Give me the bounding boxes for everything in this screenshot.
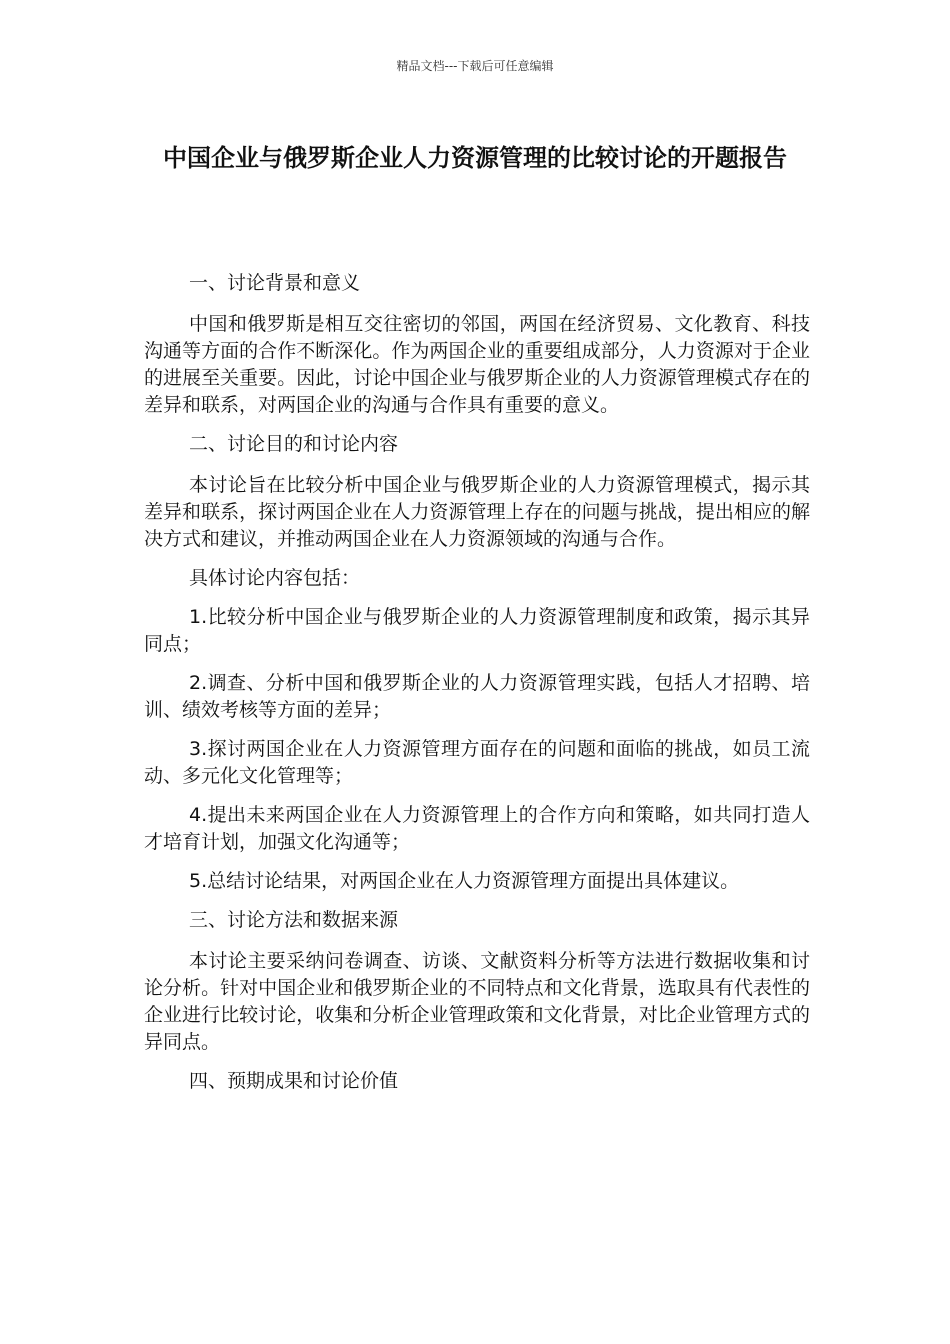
list-item-1: 1.比较分析中国企业与俄罗斯企业的人力资源管理制度和政策，揭示其异同点； <box>144 606 810 655</box>
paragraph-content-intro: 具体讨论内容包括： <box>189 567 361 589</box>
header-note: 精品文档---下载后可任意编辑 <box>396 59 554 73</box>
document-body <box>144 270 810 1109</box>
section-heading-purpose: 二、讨论目的和讨论内容 <box>189 433 399 455</box>
document-title: 中国企业与俄罗斯企业人力资源管理的比较讨论的开题报告 <box>163 144 787 172</box>
paragraph-background: 中国和俄罗斯是相互交往密切的邻国，两国在经济贸易、文化教育、科技沟通等方面的合作不断深化。作为两国企业的重要组成部分，人力资源对于企业的进展至关重要。因此，讨论中国企业与俄罗斯企业的人力资源管理模式存在的差异和联系，对两国企业的沟通与合作具有重要的意义。 <box>144 313 810 416</box>
section-heading-outcomes: 四、预期成果和讨论价值 <box>189 1070 399 1092</box>
paragraph-methods: 本讨论主要采纳问卷调查、访谈、文献资料分析等方法进行数据收集和讨论分析。针对中国企业和俄罗斯企业的不同特点和文化背景，选取具有代表性的企业进行比较讨论，收集和分析企业管理政策和文化背景，对比企业管理方式的异同点。 <box>144 950 810 1053</box>
section-heading-methods: 三、讨论方法和数据来源 <box>189 909 399 931</box>
section-heading-background: 一、讨论背景和意义 <box>189 272 361 294</box>
list-item-3: 3.探讨两国企业在人力资源管理方面存在的问题和面临的挑战，如员工流动、多元化文化管理等； <box>144 738 810 787</box>
list-item-5: 5.总结讨论结果，对两国企业在人力资源管理方面提出具体建议。 <box>189 870 740 892</box>
list-item-2: 2.调查、分析中国和俄罗斯企业的人力资源管理实践，包括人才招聘、培训、绩效考核等方面的差异； <box>144 672 810 721</box>
paragraph-purpose: 本讨论旨在比较分析中国企业与俄罗斯企业的人力资源管理模式，揭示其差异和联系，探讨两国企业在人力资源管理上存在的问题与挑战，提出相应的解决方式和建议，并推动两国企业在人力资源领域的沟通与合作。 <box>144 474 810 550</box>
list-item-4: 4.提出未来两国企业在人力资源管理上的合作方向和策略，如共同打造人才培育计划，加强文化沟通等； <box>144 804 810 853</box>
